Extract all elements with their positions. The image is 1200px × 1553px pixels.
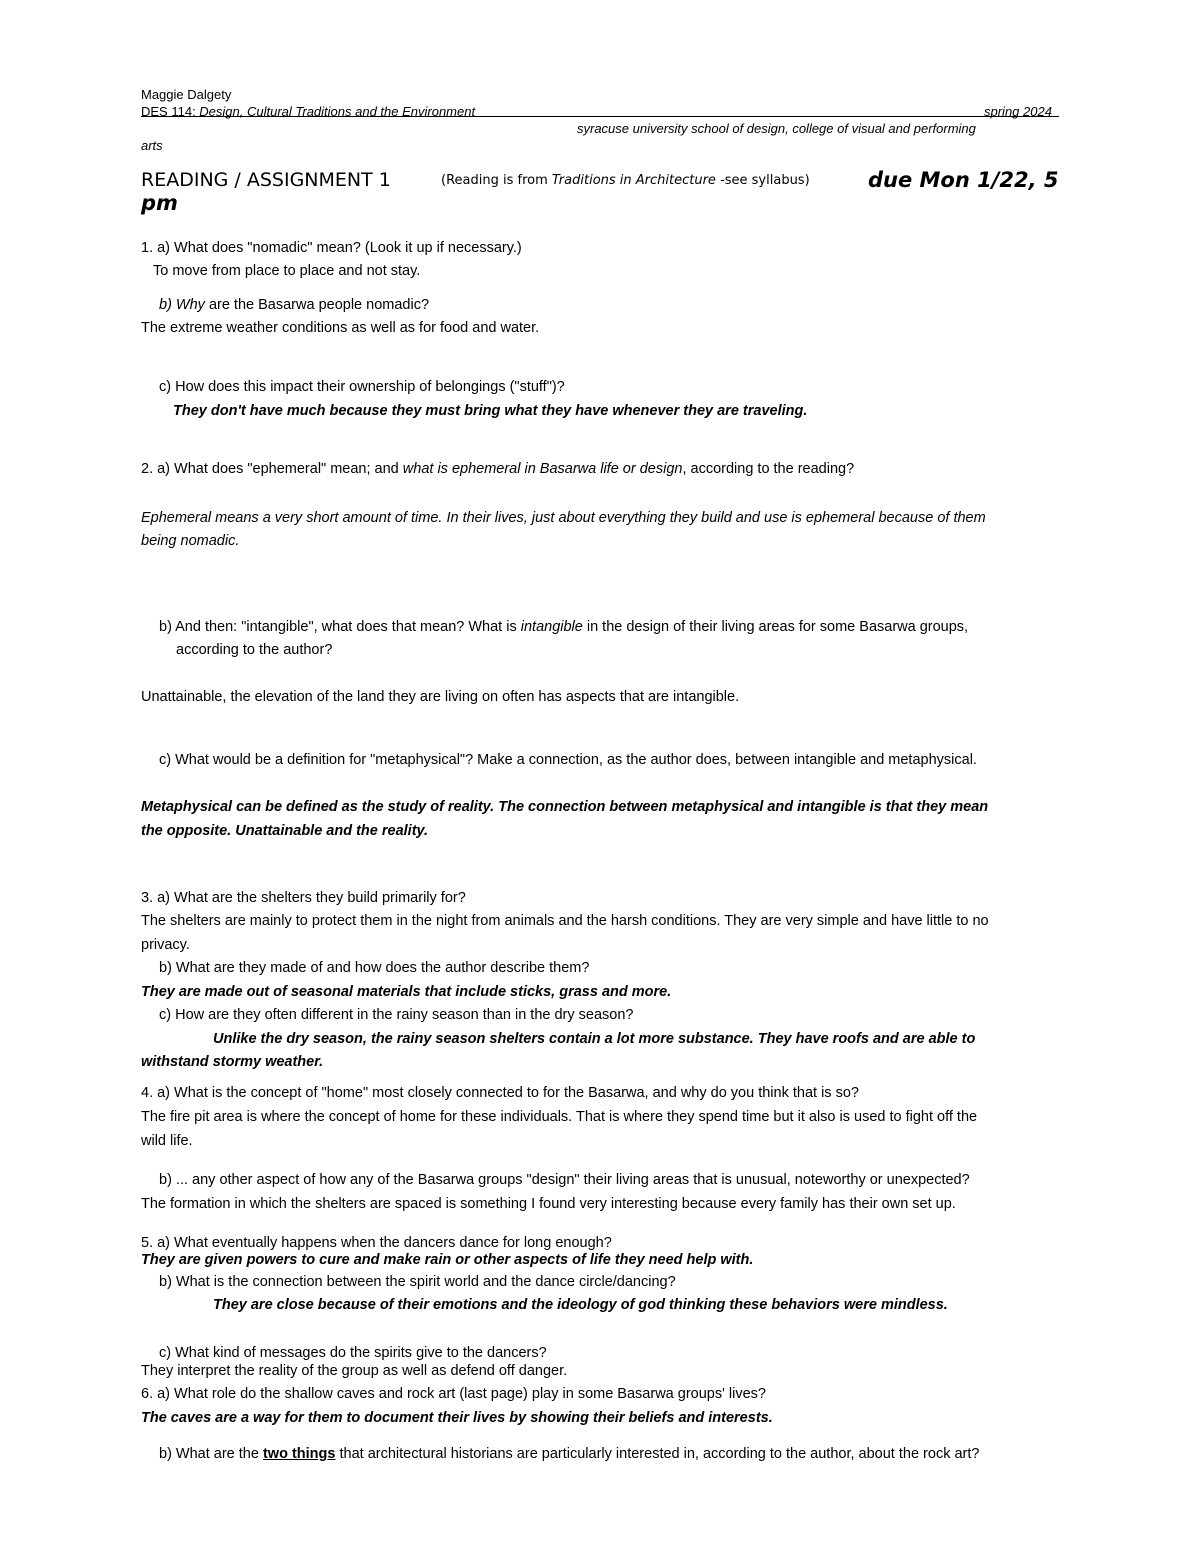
course-title: Design, Cultural Traditions and the Environment (199, 104, 476, 119)
author-name: Maggie Dalgety (141, 87, 232, 102)
q4a-answer-1: The fire pit area is where the concept of home for these individuals. That is where they spend time but it also is used to fight off the (141, 1109, 978, 1125)
q6b-question-post: that architectural historians are particularly interested in, according to the author, about the rock art? (335, 1446, 980, 1462)
q2c-question: c) What would be a definition for "metaphysical"? Make a connection, as the author does, between intangible and metaphysical. (159, 752, 977, 768)
course-code: DES 114: (141, 104, 200, 119)
q1b-answer: The extreme weather conditions as well as for food and water. (141, 320, 540, 336)
q4a-answer-2: wild life. (141, 1133, 193, 1149)
q1b-question (159, 296, 429, 314)
q1a-question: 1. a) What does "nomadic" mean? (Look it up if necessary.) (141, 240, 522, 256)
due-date-cont: pm (141, 191, 178, 215)
q2a-question-ital: what is ephemeral in Basarwa life or design (402, 461, 683, 477)
q3a-question: 3. a) What are the shelters they build primarily for? (141, 890, 466, 906)
term: spring 2024 (984, 104, 1052, 119)
due-date: due Mon 1/22, 5 (868, 168, 1059, 192)
header-rule (141, 116, 1059, 117)
q2a-question (141, 460, 854, 478)
q6b-question (159, 1445, 979, 1463)
q3a-answer-1: The shelters are mainly to protect them in the night from animals and the harsh conditions. They are very simple and have little to no (141, 913, 989, 929)
title-main: READING / ASSIGNMENT 1 (141, 169, 391, 191)
q2c-answer-2: the opposite. Unattainable and the reality. (141, 823, 429, 839)
q2a-question-pre: 2. a) What does "ephemeral" mean; and (141, 461, 403, 477)
q2b-answer: Unattainable, the elevation of the land they are living on often has aspects that are intangible. (141, 689, 740, 705)
q6a-answer: The caves are a way for them to document their lives by showing their beliefs and interests. (141, 1410, 773, 1426)
q4a-question: 4. a) What is the concept of "home" most closely connected to for the Basarwa, and why do you think that is so? (141, 1085, 859, 1101)
assignment-title (141, 168, 391, 192)
q3c-answer-2: withstand stormy weather. (141, 1054, 324, 1070)
q2a-answer-2: being nomadic. (141, 533, 240, 549)
q2a-answer-1: Ephemeral means a very short amount of time. In their lives, just about everything they build and use is ephemeral because of them (141, 510, 986, 526)
q6a-question: 6. a) What role do the shallow caves and rock art (last page) play in some Basarwa groups' lives? (141, 1386, 766, 1402)
q3b-answer: They are made out of seasonal materials that include sticks, grass and more. (141, 984, 672, 1000)
q5b-answer: They are close because of their emotions and the ideology of god thinking these behaviors were mindless. (213, 1297, 948, 1313)
q5c-question: c) What kind of messages do the spirits give to the dancers? (159, 1345, 547, 1361)
q5a-question: 5. a) What eventually happens when the dancers dance for long enough? (141, 1235, 612, 1251)
q2a-question-post: , according to the reading? (682, 461, 855, 477)
q1b-question-pre: b) Why (159, 297, 205, 313)
q3c-question: c) How are they often different in the rainy season than in the dry season? (159, 1007, 634, 1023)
title-note (441, 172, 810, 190)
title-note-post: -see syllabus) (715, 173, 810, 188)
q3c-answer-1: Unlike the dry season, the rainy season shelters contain a lot more substance. They have roofs and are able to (213, 1031, 976, 1047)
q2b-question-post: in the design of their living areas for some Basarwa groups, (582, 619, 969, 635)
q3b-question: b) What are they made of and how does the author describe them? (159, 960, 590, 976)
course-line (141, 103, 475, 121)
q2b-question-ital: intangible (520, 619, 583, 635)
q5c-answer: They interpret the reality of the group as well as defend off danger. (141, 1363, 568, 1379)
q3a-answer-2: privacy. (141, 937, 190, 953)
q1c-answer: They don't have much because they must bring what they have whenever they are traveling. (173, 403, 808, 419)
q6b-question-pre: b) What are the (159, 1446, 263, 1462)
title-note-pre: (Reading is from (441, 173, 552, 188)
school-line-1: syracuse university school of design, college of visual and performing (577, 121, 976, 136)
q4b-answer: The formation in which the shelters are spaced is something I found very interesting because every family has their own set up. (141, 1196, 956, 1212)
title-note-book: Traditions in Architecture (551, 173, 716, 188)
q6b-question-bold: two things (262, 1446, 336, 1462)
q5a-answer: They are given powers to cure and make rain or other aspects of life they need help with. (141, 1252, 754, 1268)
q5b-question: b) What is the connection between the spirit world and the dance circle/dancing? (159, 1274, 676, 1290)
school-line-2: arts (141, 138, 163, 153)
q2b-question-pre: b) And then: "intangible", what does that mean? What is (159, 619, 521, 635)
q2b-question-2: according to the author? (176, 642, 333, 658)
q1c-question: c) How does this impact their ownership of belongings ("stuff")? (159, 379, 565, 395)
q4b-question: b) ... any other aspect of how any of the Basarwa groups "design" their living areas that is unusual, noteworthy or unexpected? (159, 1172, 970, 1188)
q1b-question-post: are the Basarwa people nomadic? (204, 297, 430, 313)
q1a-answer: To move from place to place and not stay. (153, 263, 421, 279)
q2b-question (159, 618, 968, 636)
q2c-answer-1: Metaphysical can be defined as the study of reality. The connection between metaphysical and intangible is that they mean (141, 799, 989, 815)
